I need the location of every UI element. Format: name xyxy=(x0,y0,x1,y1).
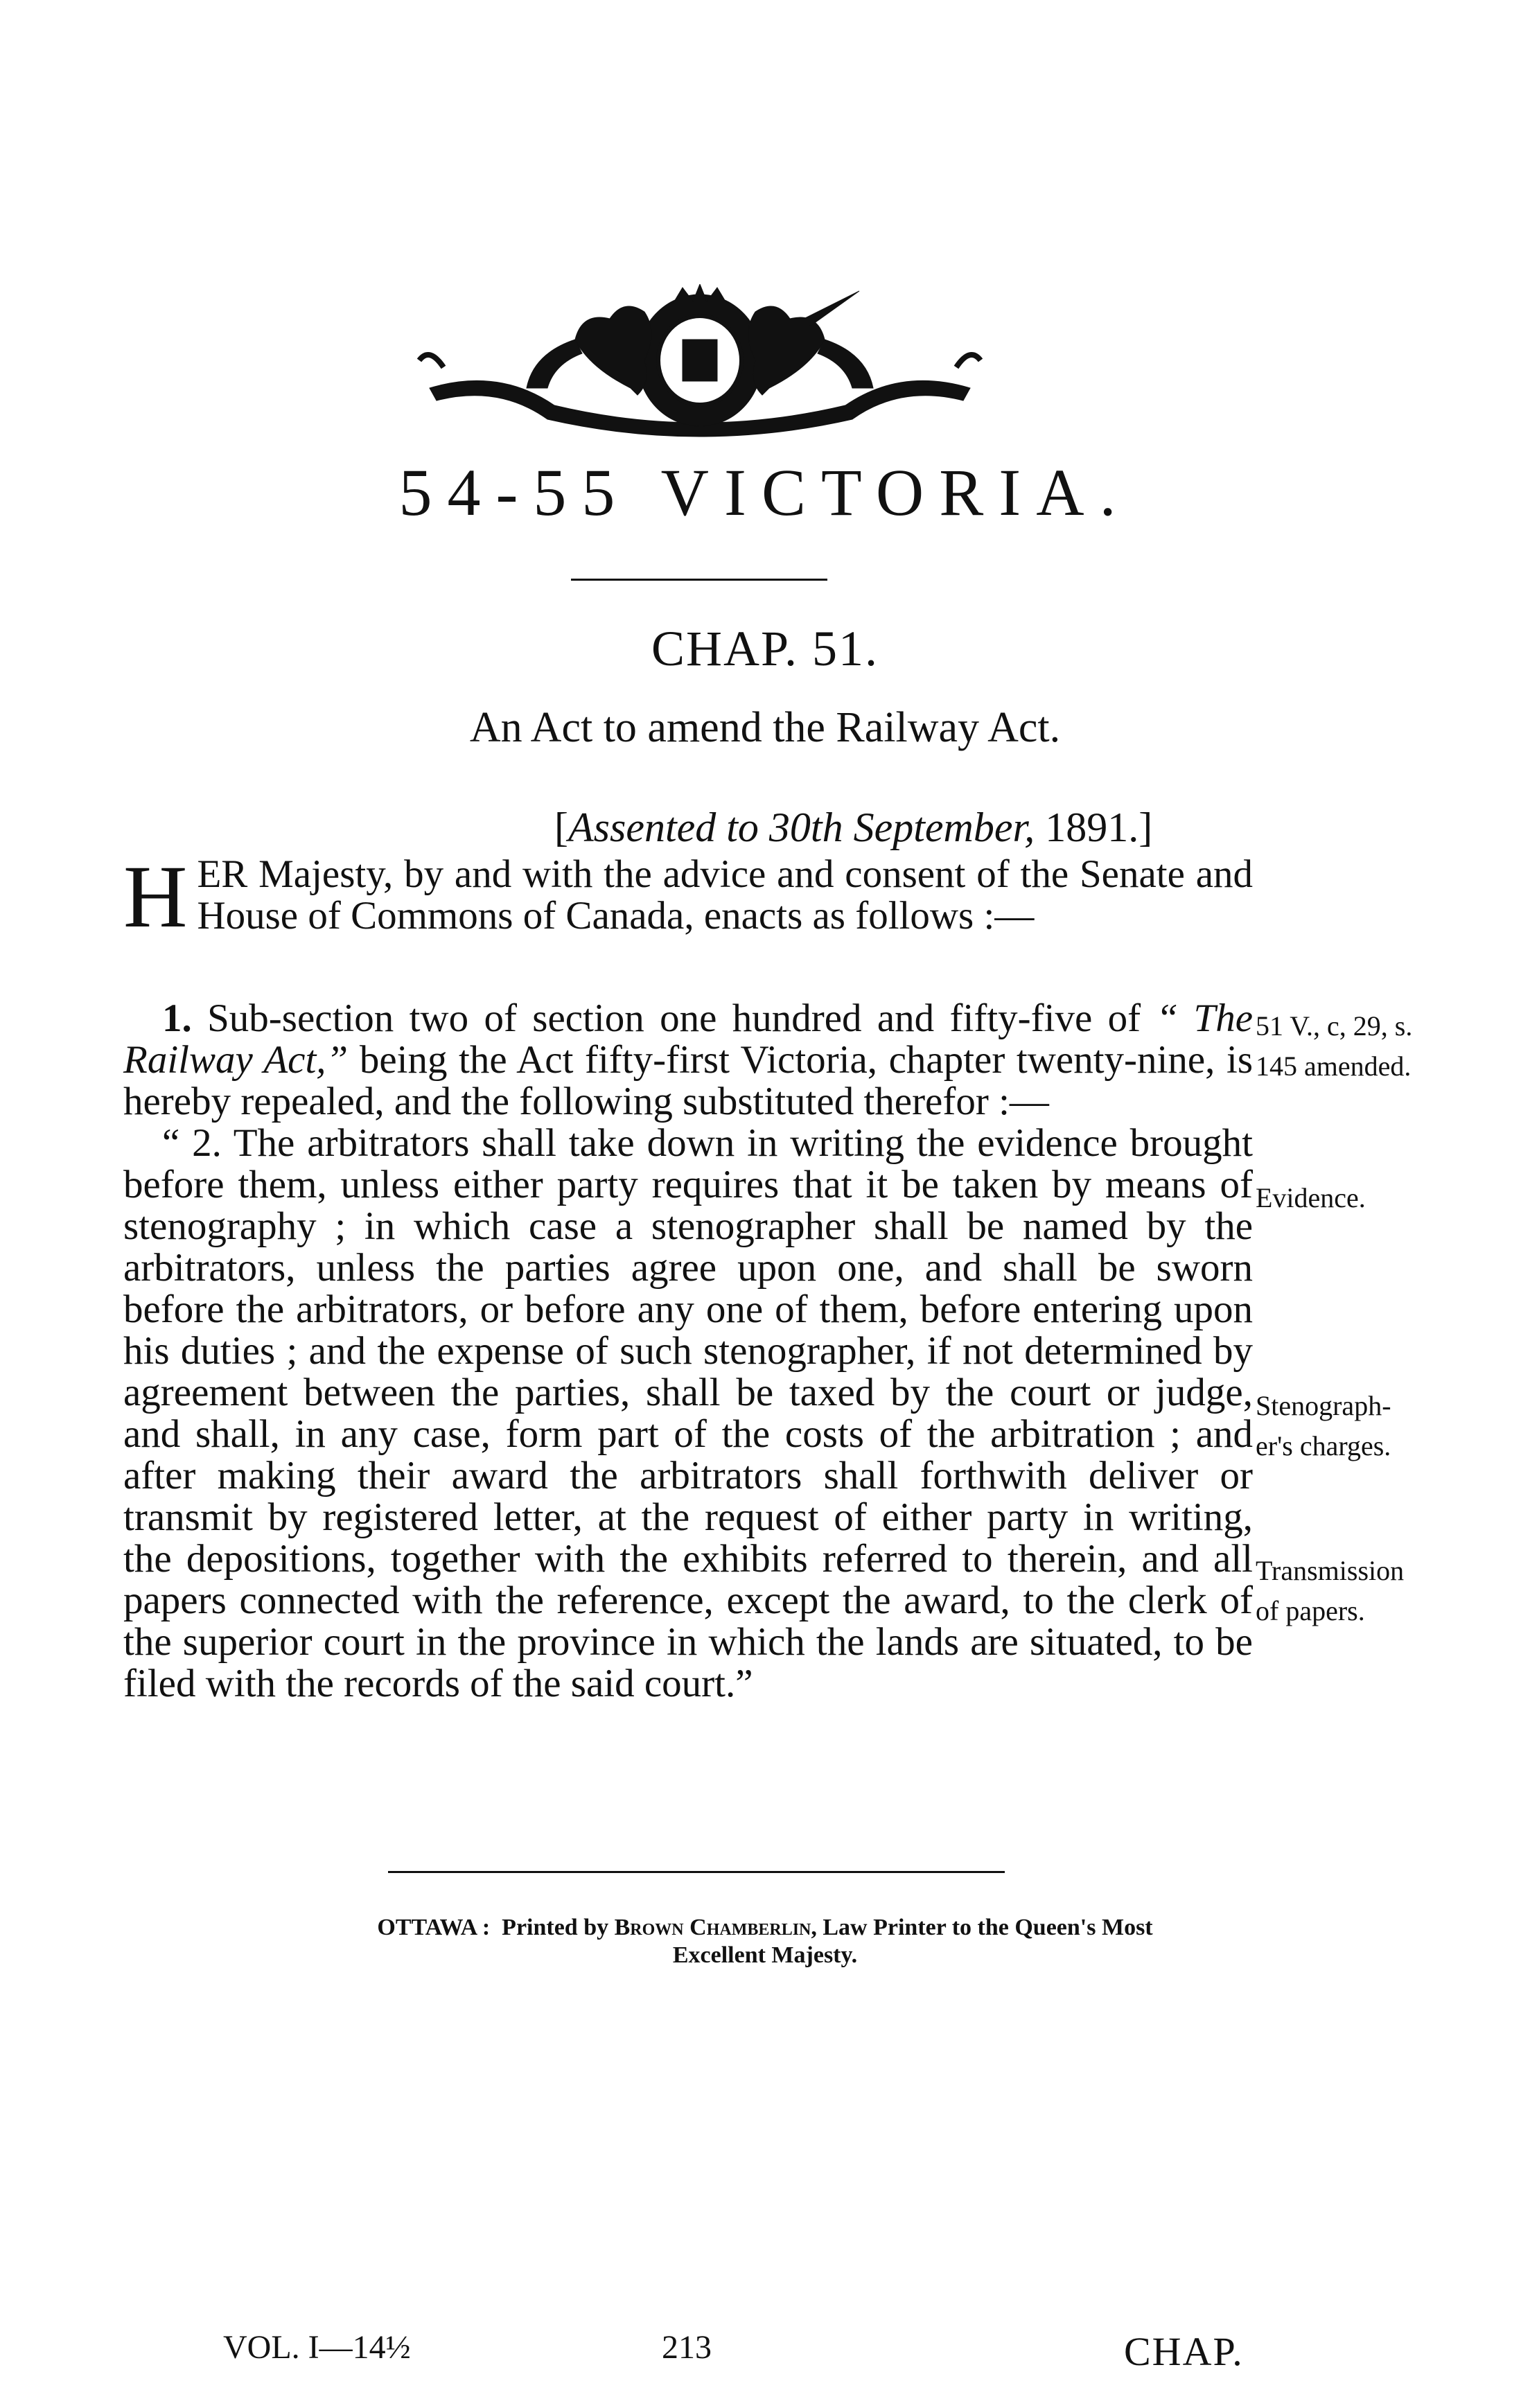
margin-note-line: 51 V., c, 29, s. xyxy=(1256,1010,1413,1042)
act-name: “ The Railway Act,” xyxy=(123,996,1254,1082)
margin-note-line: of papers. xyxy=(1256,1595,1365,1626)
section-1-intro xyxy=(123,998,1253,1123)
chapter-number: CHAP. 51. xyxy=(651,621,879,676)
section-intro-a: Sub-section two of section one hundred and fifty-five of xyxy=(191,996,1157,1040)
act-title: An Act to amend the Railway Act. xyxy=(469,704,1061,751)
divider xyxy=(571,579,827,581)
imprint-printed-by: Printed by xyxy=(502,1915,609,1940)
margin-note-line: Transmission xyxy=(1256,1555,1405,1586)
assent-bracket: [ xyxy=(554,805,568,850)
margin-note-amendment xyxy=(1256,1006,1412,1087)
margin-note-transmission xyxy=(1256,1551,1404,1631)
footer-volume: VOL. I—14½ xyxy=(223,2329,411,2366)
margin-note-line: 145 amended. xyxy=(1256,1051,1412,1082)
margin-note-line: er's charges. xyxy=(1256,1430,1391,1461)
section-number: 1. xyxy=(162,996,192,1040)
catchword: CHAP. xyxy=(1124,2329,1244,2374)
royal-coat-of-arms-icon xyxy=(416,284,984,443)
substituted-subsection: “ 2. The arbitrators shall take down in writing the evidence brought before them, unless either party requires that it be taken by means of stenography ; in which case a stenographer shall be named by the arbitrators, unless the parties agree upon one, and shall be sworn before the arbitrators, or before any one of them, before entering upon his duties ; and the expense of such stenographer, if not determined by agreement between the parties, shall be taxed by the court or judge, and shall, in any case, form part of the costs of the arbitration ; and after making their award the arbitrators shall forthwith deliver or transmit by registered letter, at the request of either party in writing, the depositions, together with the exhibits referred to therein, and all papers connected with the reference, except the award, to the clerk of the superior court in the province in which the lands are situated, to be filed with the records of the said court.” xyxy=(123,1121,1253,1705)
margin-note-line: Stenograph- xyxy=(1256,1390,1391,1421)
assent-year: 1891.] xyxy=(1035,805,1153,850)
divider xyxy=(388,1871,1005,1873)
section-1 xyxy=(123,998,1253,1705)
section-intro-b: being the Act fifty-first Victoria, chapter twenty-nine, is hereby repealed, and the following substituted therefor :— xyxy=(123,1038,1253,1123)
preamble-text: ER Majesty, by and with the advice and consent of the Senate and House of Commons of Canada, enacts as follows :— xyxy=(197,852,1253,938)
imprint-rest: Law Printer to the Queen's Most xyxy=(823,1915,1153,1940)
imprint-line-2: Excellent Majesty. xyxy=(672,1942,858,1968)
page-number: 213 xyxy=(662,2329,712,2366)
margin-note-stenographer xyxy=(1256,1386,1391,1466)
printer-imprint xyxy=(0,1914,1530,1969)
assent-date xyxy=(554,804,1152,852)
assent-text: Assented to 30th September, xyxy=(568,805,1035,850)
imprint-line-1 xyxy=(0,1914,1530,1942)
preamble xyxy=(123,847,1253,946)
margin-note-line: Evidence. xyxy=(1256,1182,1366,1213)
imprint-printer: Brown Chamberlin, xyxy=(614,1915,817,1940)
drop-cap: H xyxy=(123,847,188,946)
reign-heading: 54-55 VICTORIA. xyxy=(398,455,1132,529)
margin-note-evidence xyxy=(1256,1178,1366,1218)
imprint-place: OTTAWA : xyxy=(377,1915,491,1940)
